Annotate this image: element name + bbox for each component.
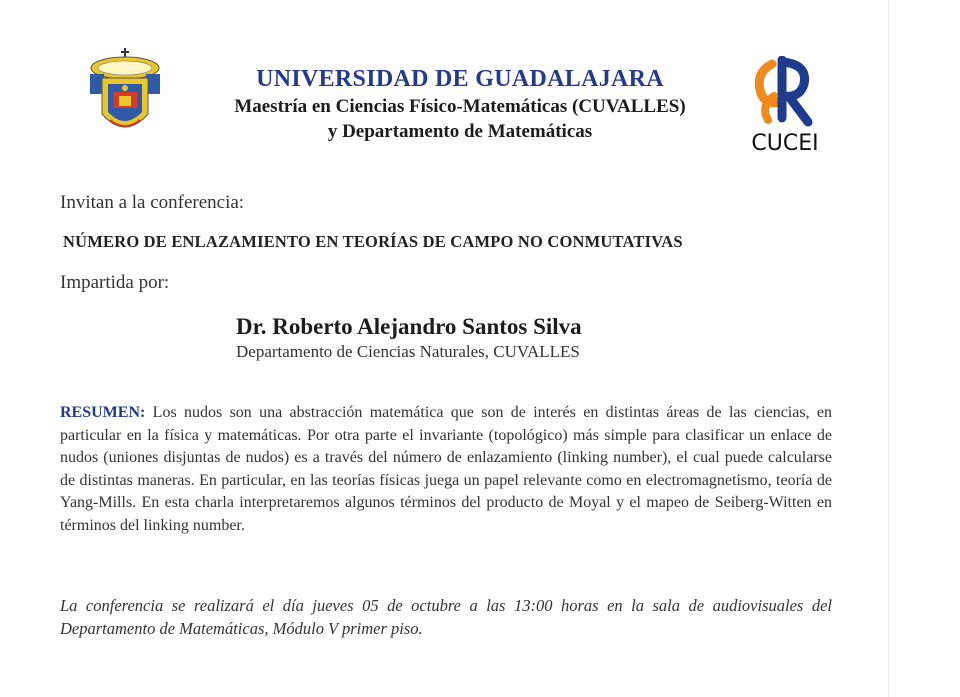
speaker-affiliation: Departamento de Ciencias Naturales, CUVALLES: [236, 342, 580, 361]
program-name: Maestría en Ciencias Físico-Matemáticas (CUVALLES): [234, 96, 686, 117]
paper-edge: [888, 0, 889, 697]
department-name: y Departamento de Matemáticas: [327, 121, 593, 142]
institution-header: [170, 64, 750, 144]
talk-title: NÚMERO DE ENLAZAMIENTO EN TEORÍAS DE CAMPO NO CONMUTATIVAS: [63, 232, 683, 251]
speaker-intro: Impartida por:: [60, 272, 170, 293]
abstract-label: RESUMEN:: [60, 404, 146, 421]
speaker-name: Dr. Roberto Alejandro Santos Silva: [236, 314, 582, 339]
cucei-logo-icon: [750, 56, 820, 154]
university-name: UNIVERSIDAD DE GUADALAJARA: [256, 66, 664, 92]
event-details: La conferencia se realizará el día jueves 05 de octubre a las 13:00 horas en la sala de audiovisuales del Departamento de Matemáticas, Módulo V primer piso.: [60, 596, 832, 638]
abstract: [60, 402, 832, 537]
cucei-logo-text: CUCEI: [751, 131, 819, 154]
invite-text: Invitan a la conferencia:: [60, 192, 245, 213]
udg-coat-of-arms-icon: [88, 48, 162, 140]
abstract-text: Los nudos son una abstracción matemática que son de interés en distintas áreas de las ciencias, en particular en la física y matemáticas. Por otra parte el invariante (topológico) más simple para clasificar un enlace de nudos (uniones disjuntas de nudos) es a través del número de enlazamiento (linking number), el cual puede calcularse de distintas maneras. En particular, en las teorías físicas juega un papel relevante como en electromagnetismo, teoría de Yang-Mills. En esta charla interpretaremos algunos términos del producto de Moyal y el mapeo de Seiberg-Witten en términos del linking number.: [60, 404, 832, 534]
